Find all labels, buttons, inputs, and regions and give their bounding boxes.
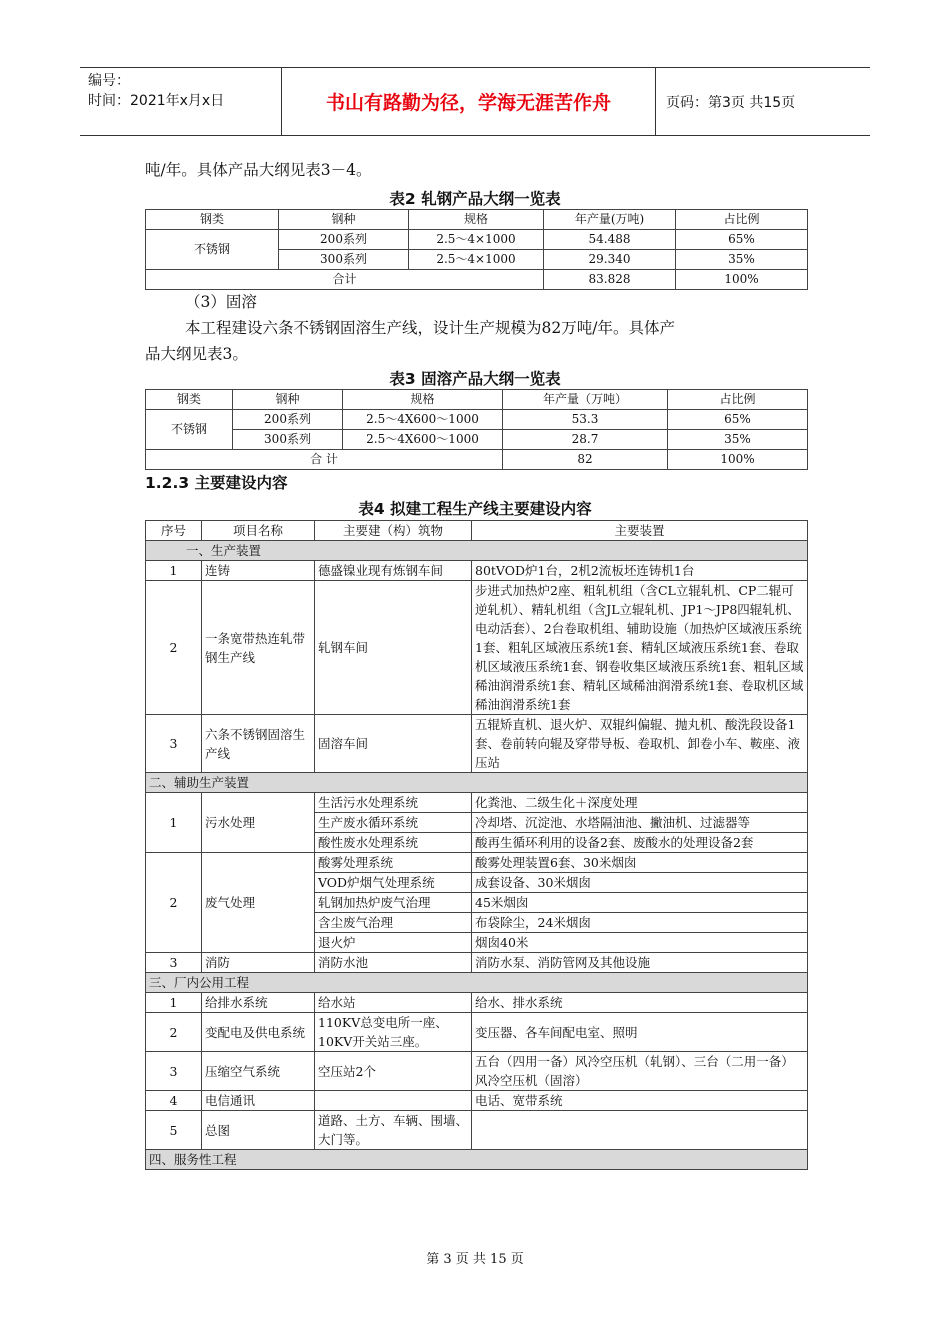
row-no: 1 [146,561,202,581]
table-cell: 200系列 [279,230,409,250]
equipment: 变压器、各车间配电室、照明 [472,1013,808,1052]
group-row [146,541,808,561]
table-row [146,715,808,773]
total-label: 合计 [146,270,544,290]
table-total-row [146,270,808,290]
project-name: 废气处理 [202,853,315,953]
table-row [146,1052,808,1091]
building: 空压站2个 [315,1052,472,1091]
equipment: 酸雾处理装置6套、30米烟囱 [472,853,808,873]
page-header [80,67,870,136]
row-no: 3 [146,953,202,973]
project-name: 总图 [202,1111,315,1150]
building: 消防水池 [315,953,472,973]
equipment: 成套设备、30米烟囱 [472,873,808,893]
building: 生产废水循环系统 [315,813,472,833]
project-name: 消防 [202,953,315,973]
building: 轧钢车间 [315,581,472,715]
project-name: 连铸 [202,561,315,581]
time-label: 时间：2021年x月x日 [88,93,225,109]
building: 轧钢加热炉废气治理 [315,893,472,913]
table-cell: 54.488 [544,230,676,250]
table-row [146,1013,808,1052]
building: 酸雾处理系统 [315,853,472,873]
equipment [472,1111,808,1150]
steel-class-cell: 不锈钢 [146,410,233,450]
building: 固溶车间 [315,715,472,773]
table-cell: 65% [676,230,808,250]
table-cell: 300系列 [279,250,409,270]
header-cell: 年产量（万吨） [503,390,668,410]
section3-paragraph-line2: 品大纲见表3。 [145,345,248,363]
header-cell: 钢类 [146,390,233,410]
equipment: 冷却塔、沉淀池、水塔隔油池、撇油机、过滤器等 [472,813,808,833]
header-cell: 钢种 [233,390,343,410]
header-cell: 项目名称 [202,521,315,541]
header-cell: 占比例 [668,390,808,410]
group-row [146,1150,808,1170]
project-name: 电信通讯 [202,1091,315,1111]
group-row [146,973,808,993]
row-no: 1 [146,793,202,853]
group-row [146,773,808,793]
section3-paragraph-line1: 本工程建设六条不锈钢固溶生产线，设计生产规模为82万吨/年。具体产 [185,319,675,337]
table-row [146,953,808,973]
header-page-info: 页码：第3页 共15页 [666,94,796,111]
table-row [146,993,808,1013]
table2-caption: 表2 轧钢产品大纲一览表 [389,190,561,208]
intro-paragraph: 吨/年。具体产品大纲见表3－4。 [145,161,372,179]
table-cell: 2.5～4×1000 [409,230,544,250]
row-no: 2 [146,581,202,715]
number-label: 编号： [88,73,130,89]
table-row [146,853,808,873]
header-cell: 钢类 [146,210,279,230]
header-meta [80,68,282,135]
project-name: 污水处理 [202,793,315,853]
table-cell: 2.5～4X600～1000 [343,430,503,450]
total-ratio: 100% [668,450,808,470]
table-cell: 35% [676,250,808,270]
building: VOD炉烟气处理系统 [315,873,472,893]
table-cell: 2.5～4×1000 [409,250,544,270]
project-name: 一条宽带热连轧带钢生产线 [202,581,315,715]
header-cell: 主要建（构）筑物 [315,521,472,541]
section3-heading: （3）固溶 [185,293,257,311]
table-row [146,581,808,715]
equipment: 步进式加热炉2座、粗轧机组（含CL立辊轧机、CP二辊可逆轧机）、精轧机组（含JL立辊轧机、JP1～JP8四辊轧机、电动活套）、2台卷取机组、辅助设施（加热炉区域液压系统1套、粗轧区域液压系统1套、精轧区域液压系统1套、卷取机区域液压系统1套、钢卷收集区域液压系统1套、粗轧区域稀油润滑系统1套、精轧区域稀油润滑系统1套、卷取机区域稀油润滑系统1套 [472,581,808,715]
row-no: 1 [146,993,202,1013]
table-cell: 29.340 [544,250,676,270]
table-row [146,1111,808,1150]
total-output: 83.828 [544,270,676,290]
table4-caption: 表4 拟建工程生产线主要建设内容 [358,500,592,518]
equipment: 化粪池、二级生化＋深度处理 [472,793,808,813]
table-row [146,1091,808,1111]
equipment: 烟囱40米 [472,933,808,953]
group-label: 三、厂内公用工程 [146,973,808,993]
table-cell: 200系列 [233,410,343,430]
row-no: 5 [146,1111,202,1150]
table2 [145,209,808,290]
equipment: 45米烟囱 [472,893,808,913]
table-cell: 2.5～4X600～1000 [343,410,503,430]
row-no: 2 [146,853,202,953]
project-name: 六条不锈钢固溶生产线 [202,715,315,773]
equipment: 布袋除尘，24米烟囱 [472,913,808,933]
header-cell: 年产量(万吨) [544,210,676,230]
header-motto: 书山有路勤为径，学海无涯苦作舟 [282,68,656,135]
table-row [146,793,808,813]
equipment: 电话、宽带系统 [472,1091,808,1111]
table-total-row [146,450,808,470]
header-cell: 规格 [409,210,544,230]
equipment: 五台（四用一备）风冷空压机（轧钢）、三台（二用一备）风冷空压机（固溶） [472,1052,808,1091]
building: 德盛镍业现有炼钢车间 [315,561,472,581]
table-row [146,410,808,430]
steel-class-cell: 不锈钢 [146,230,279,270]
total-output: 82 [503,450,668,470]
table-row [146,430,808,450]
table3-caption: 表3 固溶产品大纲一览表 [389,370,561,388]
project-name: 变配电及供电系统 [202,1013,315,1052]
building: 给水站 [315,993,472,1013]
group-label: 二、辅助生产装置 [146,773,808,793]
building: 含尘废气治理 [315,913,472,933]
building: 酸性废水处理系统 [315,833,472,853]
equipment: 消防水泵、消防管网及其他设施 [472,953,808,973]
total-ratio: 100% [676,270,808,290]
equipment: 给水、排水系统 [472,993,808,1013]
equipment: 五辊矫直机、退火炉、双辊纠偏辊、抛丸机、酸洗段设备1套、卷前转向辊及穿带导板、卷取机、卸卷小车、鞍座、液压站 [472,715,808,773]
table-row [146,561,808,581]
table-cell: 300系列 [233,430,343,450]
table-cell: 35% [668,430,808,450]
header-cell: 规格 [343,390,503,410]
table-header-row [146,210,808,230]
building: 退火炉 [315,933,472,953]
row-no: 3 [146,1052,202,1091]
project-name: 压缩空气系统 [202,1052,315,1091]
row-no: 4 [146,1091,202,1111]
group-label: 一、生产装置 [146,541,808,561]
section-heading-1-2-3: 1.2.3 主要建设内容 [145,474,288,492]
building [315,1091,472,1111]
table-cell: 28.7 [503,430,668,450]
header-cell: 钢种 [279,210,409,230]
table-cell: 53.3 [503,410,668,430]
table-cell: 65% [668,410,808,430]
row-no: 3 [146,715,202,773]
equipment: 80tVOD炉1台，2机2流板坯连铸机1台 [472,561,808,581]
equipment: 酸再生循环利用的设备2套、废酸水的处理设备2套 [472,833,808,853]
building: 生活污水处理系统 [315,793,472,813]
table3 [145,389,808,470]
table-row [146,230,808,250]
page-footer: 第 3 页 共 15 页 [426,1252,524,1267]
total-label: 合 计 [146,450,503,470]
project-name: 给排水系统 [202,993,315,1013]
table4 [145,520,808,1170]
header-cell: 序号 [146,521,202,541]
row-no: 2 [146,1013,202,1052]
table-header-row [146,390,808,410]
header-cell: 主要装置 [472,521,808,541]
table-header-row [146,521,808,541]
header-cell: 占比例 [676,210,808,230]
building: 110KV总变电所一座、10KV开关站三座。 [315,1013,472,1052]
group-label: 四、服务性工程 [146,1150,808,1170]
building: 道路、土方、车辆、围墙、大门等。 [315,1111,472,1150]
